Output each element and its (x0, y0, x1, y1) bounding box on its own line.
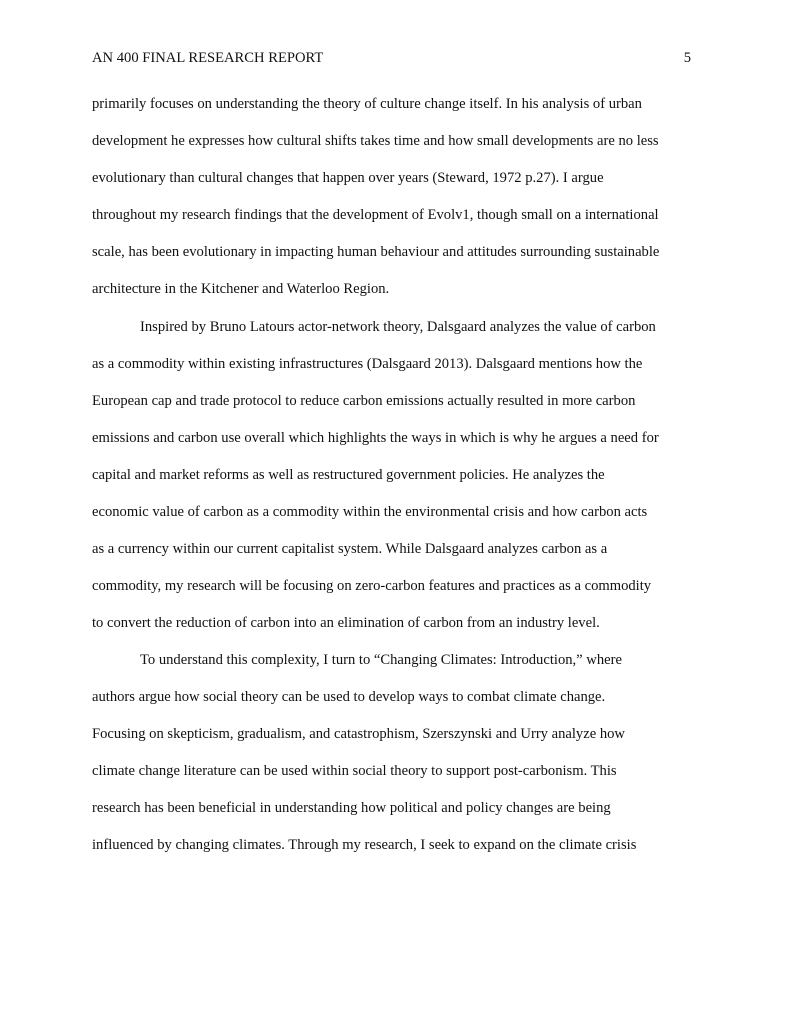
body-line: research has been beneficial in understanding how political and policy changes are being (92, 800, 611, 816)
body-line: economic value of carbon as a commodity within the environmental crisis and how carbon acts (92, 504, 648, 520)
body-line: Focusing on skepticism, gradualism, and catastrophism, Szerszynski and Urry analyze how (92, 726, 625, 742)
body-line: evolutionary than cultural changes that happen over years (Steward, 1972 p.27). I argue (92, 170, 604, 186)
body-line: as a currency within our current capitalist system. While Dalsgaard analyzes carbon as a (92, 541, 608, 557)
body-line: development he expresses how cultural shifts takes time and how small developments are no less (92, 133, 659, 149)
body-line: architecture in the Kitchener and Waterloo Region. (92, 281, 390, 297)
body-line: authors argue how social theory can be used to develop ways to combat climate change. (92, 689, 606, 705)
body-line: to convert the reduction of carbon into an elimination of carbon from an industry level. (92, 615, 600, 631)
paragraph-first-line: To understand this complexity, I turn to “Changing Climates: Introduction,” where (140, 652, 622, 668)
body-line: commodity, my research will be focusing on zero-carbon features and practices as a commodity (92, 578, 652, 594)
body-line: influenced by changing climates. Through my research, I seek to expand on the climate crisis (92, 837, 637, 853)
body-line: throughout my research findings that the development of Evolv1, though small on a international (92, 207, 659, 223)
paragraph-first-line: Inspired by Bruno Latours actor-network theory, Dalsgaard analyzes the value of carbon (140, 319, 656, 335)
running-head: AN 400 FINAL RESEARCH REPORT (92, 50, 324, 66)
body-line: emissions and carbon use overall which highlights the ways in which is why he argues a need for (92, 430, 659, 446)
body-line: European cap and trade protocol to reduce carbon emissions actually resulted in more carbon (92, 393, 636, 409)
body-line: primarily focuses on understanding the theory of culture change itself. In his analysis of urban (92, 96, 642, 112)
page-header (92, 49, 691, 69)
body-line: climate change literature can be used within social theory to support post-carbonism. This (92, 763, 617, 779)
body-line: as a commodity within existing infrastructures (Dalsgaard 2013). Dalsgaard mentions how the (92, 356, 643, 372)
page-number: 5 (683, 50, 691, 66)
body-line: scale, has been evolutionary in impacting human behaviour and attitudes surrounding sustainable (92, 244, 660, 260)
body-line: capital and market reforms as well as restructured government policies. He analyzes the (92, 467, 605, 483)
